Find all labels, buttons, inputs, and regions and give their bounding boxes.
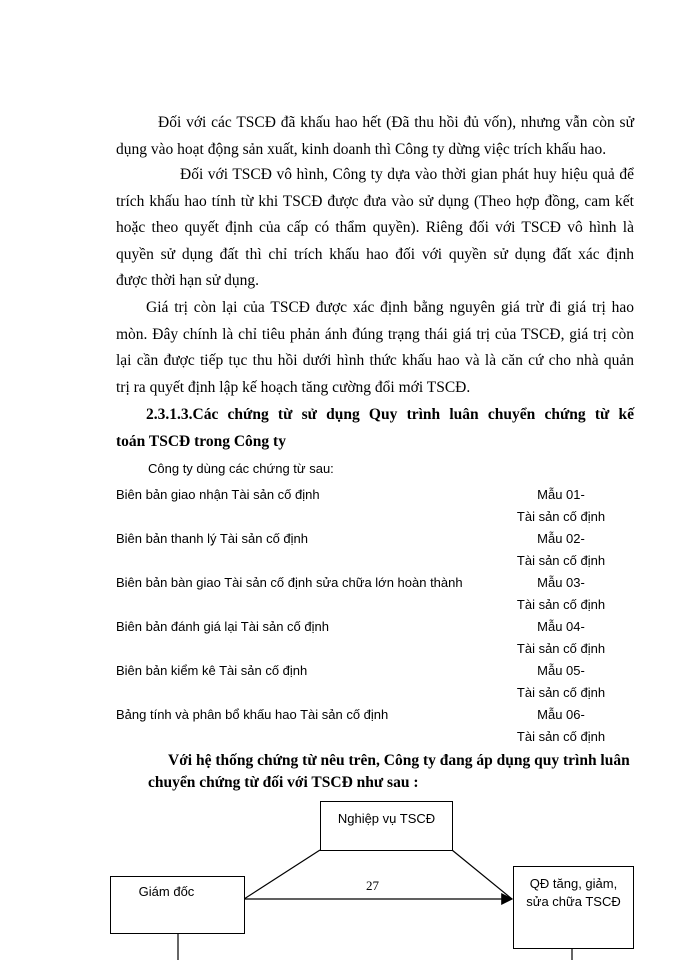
form-code: Mẫu 04- [537,619,585,634]
text-line: Đối với TSCĐ vô hình, Công ty dựa vào thời gian phát huy hiệu quả để [180,166,634,183]
document-name: Bảng tính và phân bổ khấu hao Tài sản cố định [116,707,389,722]
document-form [506,660,616,704]
flow-box-transaction [320,801,453,851]
text-line: lại cần được tiếp tục thu hồi dưới hình thức khấu hao và là căn cứ cho nhà quản [116,352,634,370]
text-line: quyền sử dụng đất thì chỉ trích khấu hao đối với quyền sử dụng đất xác định [116,245,634,263]
text-line: Giá trị còn lại của TSCĐ được xác định bằng nguyên giá trừ đi giá trị hao [146,299,634,316]
document-row [116,616,616,660]
document-row [116,660,616,704]
flow-box-label: Nghiệp vụ TSCĐ [337,811,436,826]
form-type: Tài sản cố định [516,597,606,612]
text-line: Với hệ thống chứng từ nêu trên, Công ty đang áp dụng quy trình luân [168,752,630,769]
document-name: Biên bản thanh lý Tài sản cố định [116,531,309,546]
document-name: Biên bản kiểm kê Tài sản cố định [116,663,308,678]
text-line: hoặc theo quyết định của cấp có thẩm quyền). Riêng đối với TSCĐ vô hình là [116,219,634,237]
form-code: Mẫu 05- [537,663,585,678]
form-code: Mẫu 06- [537,707,585,722]
form-type: Tài sản cố định [516,729,606,744]
document-form [506,572,616,616]
form-code: Mẫu 01- [537,487,585,502]
paragraph-fully-depreciated [116,110,634,163]
connector-line [244,850,320,899]
page-number: 27 [366,878,379,893]
form-type: Tài sản cố định [516,641,606,656]
form-type: Tài sản cố định [516,685,606,700]
text-line: trị ra quyết định lập kế hoạch tăng cường đổi mới TSCĐ. [116,378,471,396]
text-line: trích khấu hao tính từ khi TSCĐ được đưa vào sử dụng (Theo hợp đồng, cam kết [116,192,634,210]
document-row [116,484,616,528]
heading-line: toán TSCĐ trong Công ty [116,432,286,450]
flow-box-director [110,876,245,934]
document-row [116,704,616,748]
flow-intro-paragraph [116,750,634,794]
text-line: chuyển chứng từ đối với TSCĐ như sau : [148,774,419,791]
paragraph-residual-value [116,295,634,401]
form-type: Tài sản cố định [516,553,606,568]
connector-line [452,850,512,899]
paragraph-intangible-assets [116,162,634,295]
document-form [506,704,616,748]
flow-box-label: QĐ tăng, giảm, [529,876,618,891]
documents-intro: Công ty dùng các chứng từ sau: [148,461,334,476]
text-line: dụng vào hoạt động sản xuất, kinh doanh thì Công ty dừng việc trích khấu hao. [116,140,607,158]
text-line: được thời hạn sử dụng. [116,272,259,290]
document-form [506,484,616,528]
text-line: Đối với các TSCĐ đã khấu hao hết (Đã thu hồi đủ vốn), nhưng vẫn còn sử [158,114,634,131]
document-name: Biên bản đánh giá lại Tài sản cố định [116,619,329,634]
document-form [506,528,616,572]
document-name: Biên bản giao nhận Tài sản cố định [116,487,320,502]
document-row [116,572,616,616]
flow-box-decision [513,866,634,949]
form-code: Mẫu 02- [537,531,585,546]
flow-box-label: Giám đốc [138,884,195,899]
form-code: Mẫu 03- [537,575,585,590]
document-row [116,528,616,572]
document-name: Biên bản bàn giao Tài sản cố định sửa chữa lớn hoàn thành [116,575,463,590]
document-form [506,616,616,660]
section-heading [116,402,634,455]
heading-line: 2.3.1.3.Các chứng từ sử dụng Quy trình luân chuyển chứng từ kế [146,406,634,423]
form-type: Tài sản cố định [516,509,606,524]
flow-box-label: sửa chữa TSCĐ [526,894,621,909]
text-line: mòn. Đây chính là chỉ tiêu phản ánh đúng trạng thái giá trị của TSCĐ, giá trị còn [116,325,634,343]
